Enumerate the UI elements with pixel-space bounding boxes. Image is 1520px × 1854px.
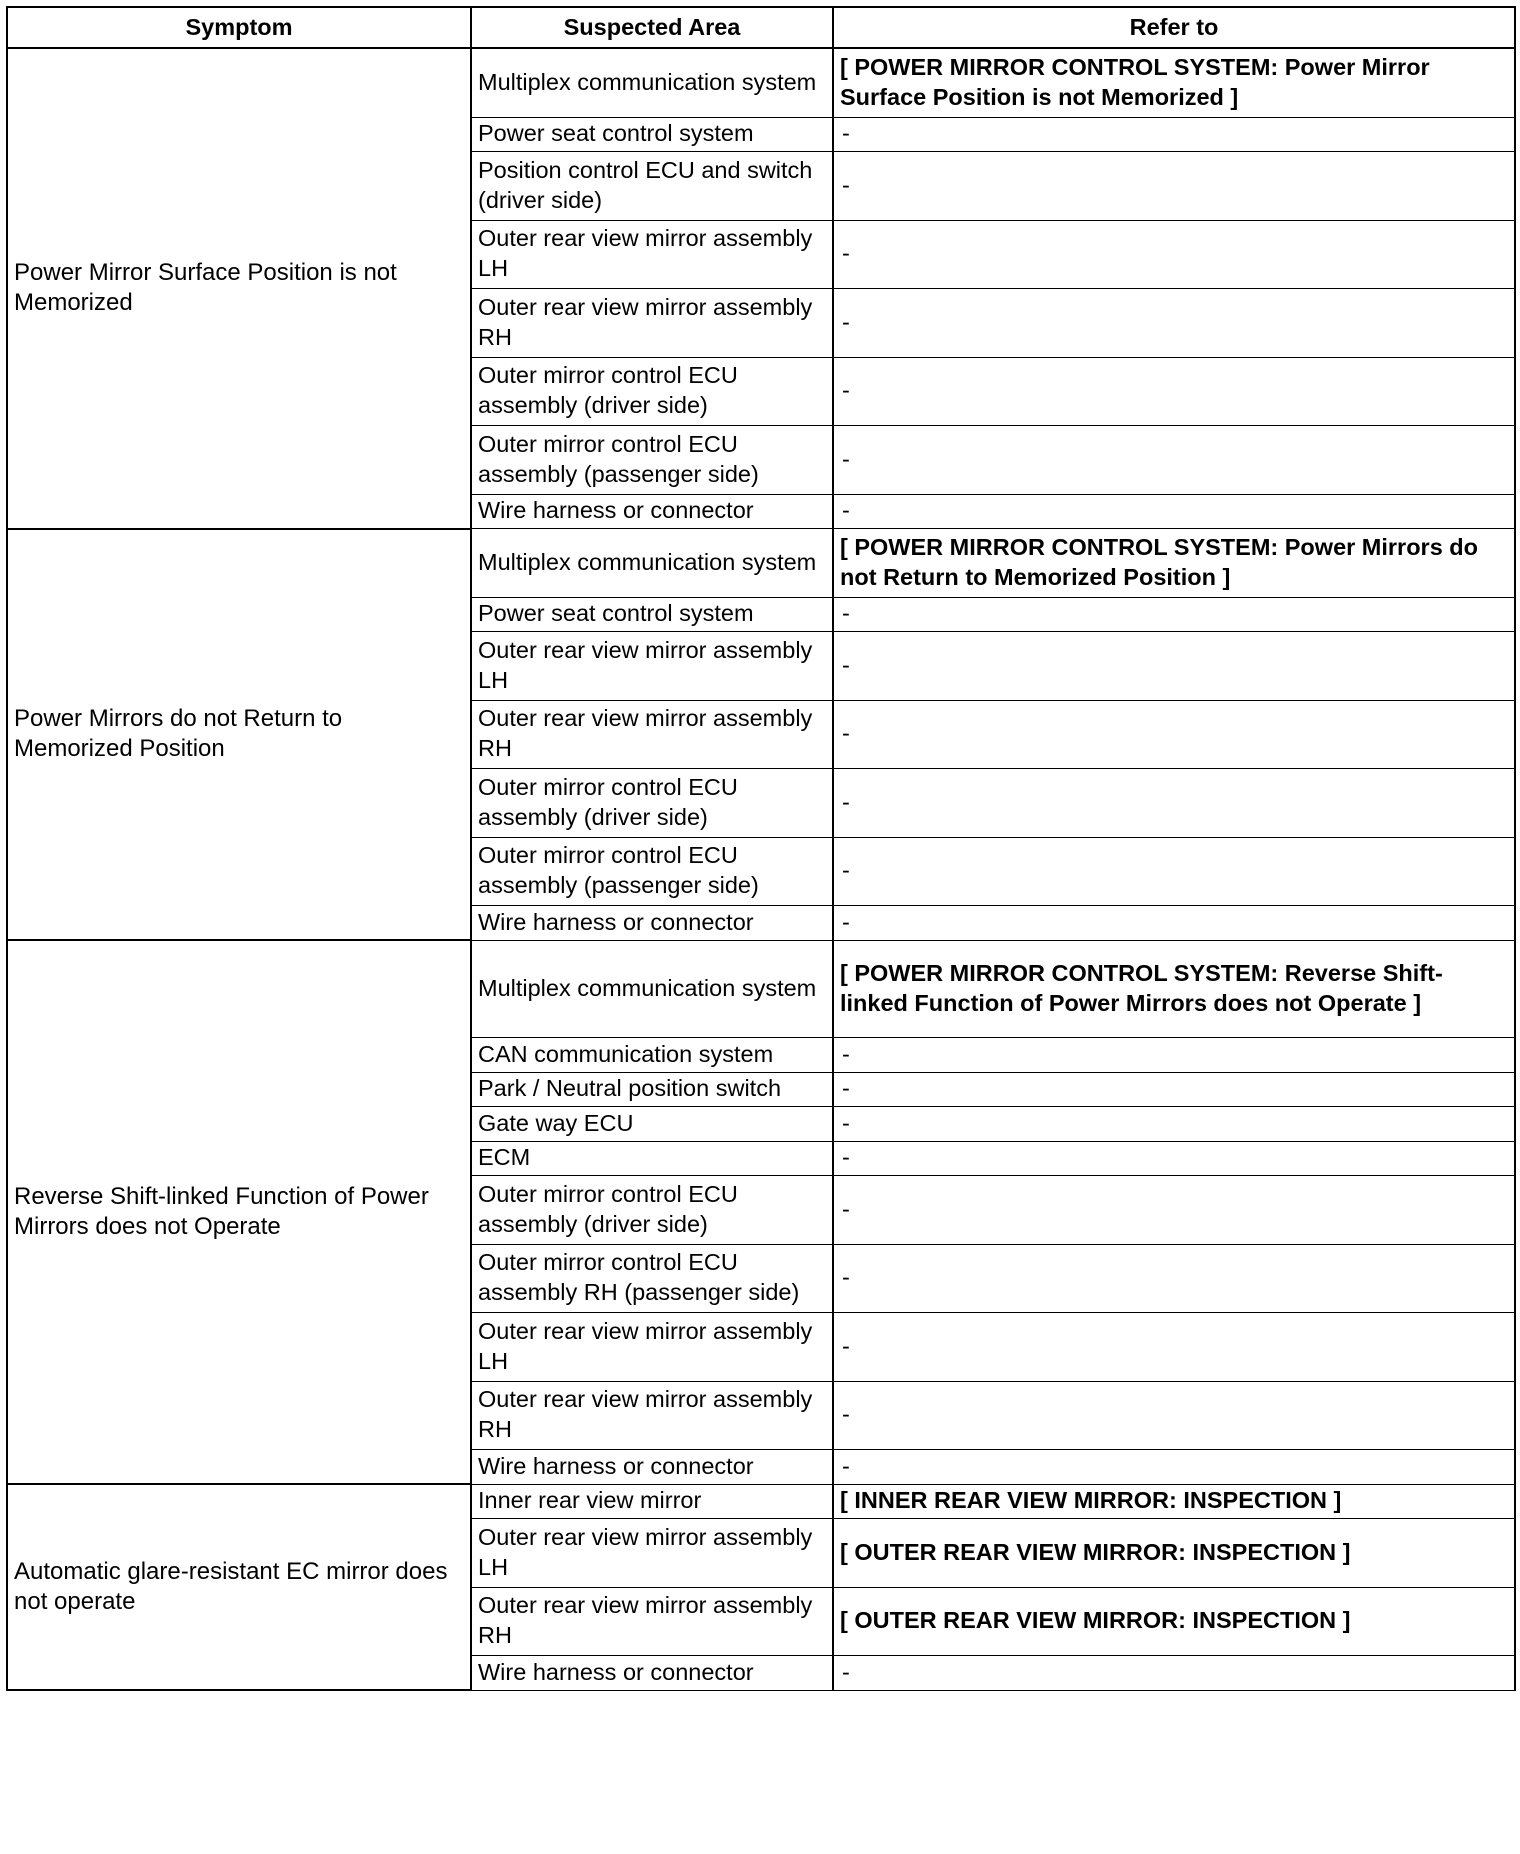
refer-to-cell: - [833,1381,1515,1450]
troubleshooting-table-container [6,6,1514,1691]
suspected-area-cell: Multiplex communication system [471,529,833,598]
suspected-area-cell: Outer rear view mirror assembly RH [471,1381,833,1450]
suspected-area-cell: Multiplex communication system [471,48,833,117]
suspected-area-cell: Power seat control system [471,117,833,152]
refer-to-cell: - [833,1313,1515,1382]
refer-to-cell: - [833,426,1515,495]
suspected-area-cell: Wire harness or connector [471,1450,833,1485]
suspected-area-cell: Wire harness or connector [471,906,833,941]
refer-to-link[interactable]: [ POWER MIRROR CONTROL SYSTEM: Power Mirror Surface Position is not Memorized ] [833,48,1515,117]
suspected-area-cell: Power seat control system [471,597,833,632]
refer-to-cell: - [833,1141,1515,1176]
suspected-area-cell: Outer rear view mirror assembly RH [471,1587,833,1656]
header-refer-to: Refer to [833,7,1515,48]
suspected-area-cell: CAN communication system [471,1038,833,1073]
refer-to-cell: - [833,289,1515,358]
refer-to-cell: - [833,1072,1515,1107]
suspected-area-cell: ECM [471,1141,833,1176]
refer-to-cell: - [833,357,1515,426]
refer-to-cell: - [833,1107,1515,1142]
symptom-cell: Power Mirrors do not Return to Memorized Position [7,529,471,941]
refer-to-cell: - [833,769,1515,838]
symptom-cell: Power Mirror Surface Position is not Memorized [7,48,471,529]
symptom-cell: Reverse Shift-linked Function of Power Mirrors does not Operate [7,940,471,1484]
table-row [7,1484,1515,1519]
refer-to-cell: - [833,1176,1515,1245]
troubleshooting-table [6,6,1516,1691]
suspected-area-cell: Outer mirror control ECU assembly (driver side) [471,1176,833,1245]
suspected-area-cell: Outer mirror control ECU assembly RH (passenger side) [471,1244,833,1313]
refer-to-cell: - [833,152,1515,221]
refer-to-link[interactable]: [ POWER MIRROR CONTROL SYSTEM: Power Mirrors do not Return to Memorized Position ] [833,529,1515,598]
refer-to-link[interactable]: [ INNER REAR VIEW MIRROR: INSPECTION ] [833,1484,1515,1519]
suspected-area-cell: Outer mirror control ECU assembly (passenger side) [471,837,833,906]
refer-to-cell: - [833,1244,1515,1313]
table-row [7,940,1515,1038]
suspected-area-cell: Wire harness or connector [471,1656,833,1691]
refer-to-link[interactable]: [ OUTER REAR VIEW MIRROR: INSPECTION ] [833,1587,1515,1656]
refer-to-cell: - [833,1656,1515,1691]
suspected-area-cell: Wire harness or connector [471,494,833,529]
refer-to-cell: - [833,597,1515,632]
suspected-area-cell: Outer rear view mirror assembly RH [471,700,833,769]
header-row [7,7,1515,48]
suspected-area-cell: Outer rear view mirror assembly LH [471,1519,833,1588]
refer-to-cell: - [833,117,1515,152]
suspected-area-cell: Gate way ECU [471,1107,833,1142]
refer-to-cell: - [833,700,1515,769]
suspected-area-cell: Outer rear view mirror assembly LH [471,1313,833,1382]
suspected-area-cell: Position control ECU and switch (driver side) [471,152,833,221]
suspected-area-cell: Outer rear view mirror assembly RH [471,289,833,358]
suspected-area-cell: Park / Neutral position switch [471,1072,833,1107]
table-body [7,48,1515,1690]
refer-to-link[interactable]: [ POWER MIRROR CONTROL SYSTEM: Reverse Shift-linked Function of Power Mirrors does not Operate ] [833,940,1515,1038]
header-symptom: Symptom [7,7,471,48]
refer-to-cell: - [833,1450,1515,1485]
suspected-area-cell: Outer rear view mirror assembly LH [471,632,833,701]
symptom-cell: Automatic glare-resistant EC mirror does not operate [7,1484,471,1690]
suspected-area-cell: Outer mirror control ECU assembly (passenger side) [471,426,833,495]
refer-to-cell: - [833,220,1515,289]
table-row [7,529,1515,598]
suspected-area-cell: Outer mirror control ECU assembly (driver side) [471,357,833,426]
refer-to-cell: - [833,906,1515,941]
suspected-area-cell: Outer mirror control ECU assembly (driver side) [471,769,833,838]
refer-to-link[interactable]: [ OUTER REAR VIEW MIRROR: INSPECTION ] [833,1519,1515,1588]
table-row [7,48,1515,117]
refer-to-cell: - [833,1038,1515,1073]
suspected-area-cell: Outer rear view mirror assembly LH [471,220,833,289]
refer-to-cell: - [833,494,1515,529]
refer-to-cell: - [833,632,1515,701]
suspected-area-cell: Inner rear view mirror [471,1484,833,1519]
refer-to-cell: - [833,837,1515,906]
header-suspected-area: Suspected Area [471,7,833,48]
suspected-area-cell: Multiplex communication system [471,940,833,1038]
